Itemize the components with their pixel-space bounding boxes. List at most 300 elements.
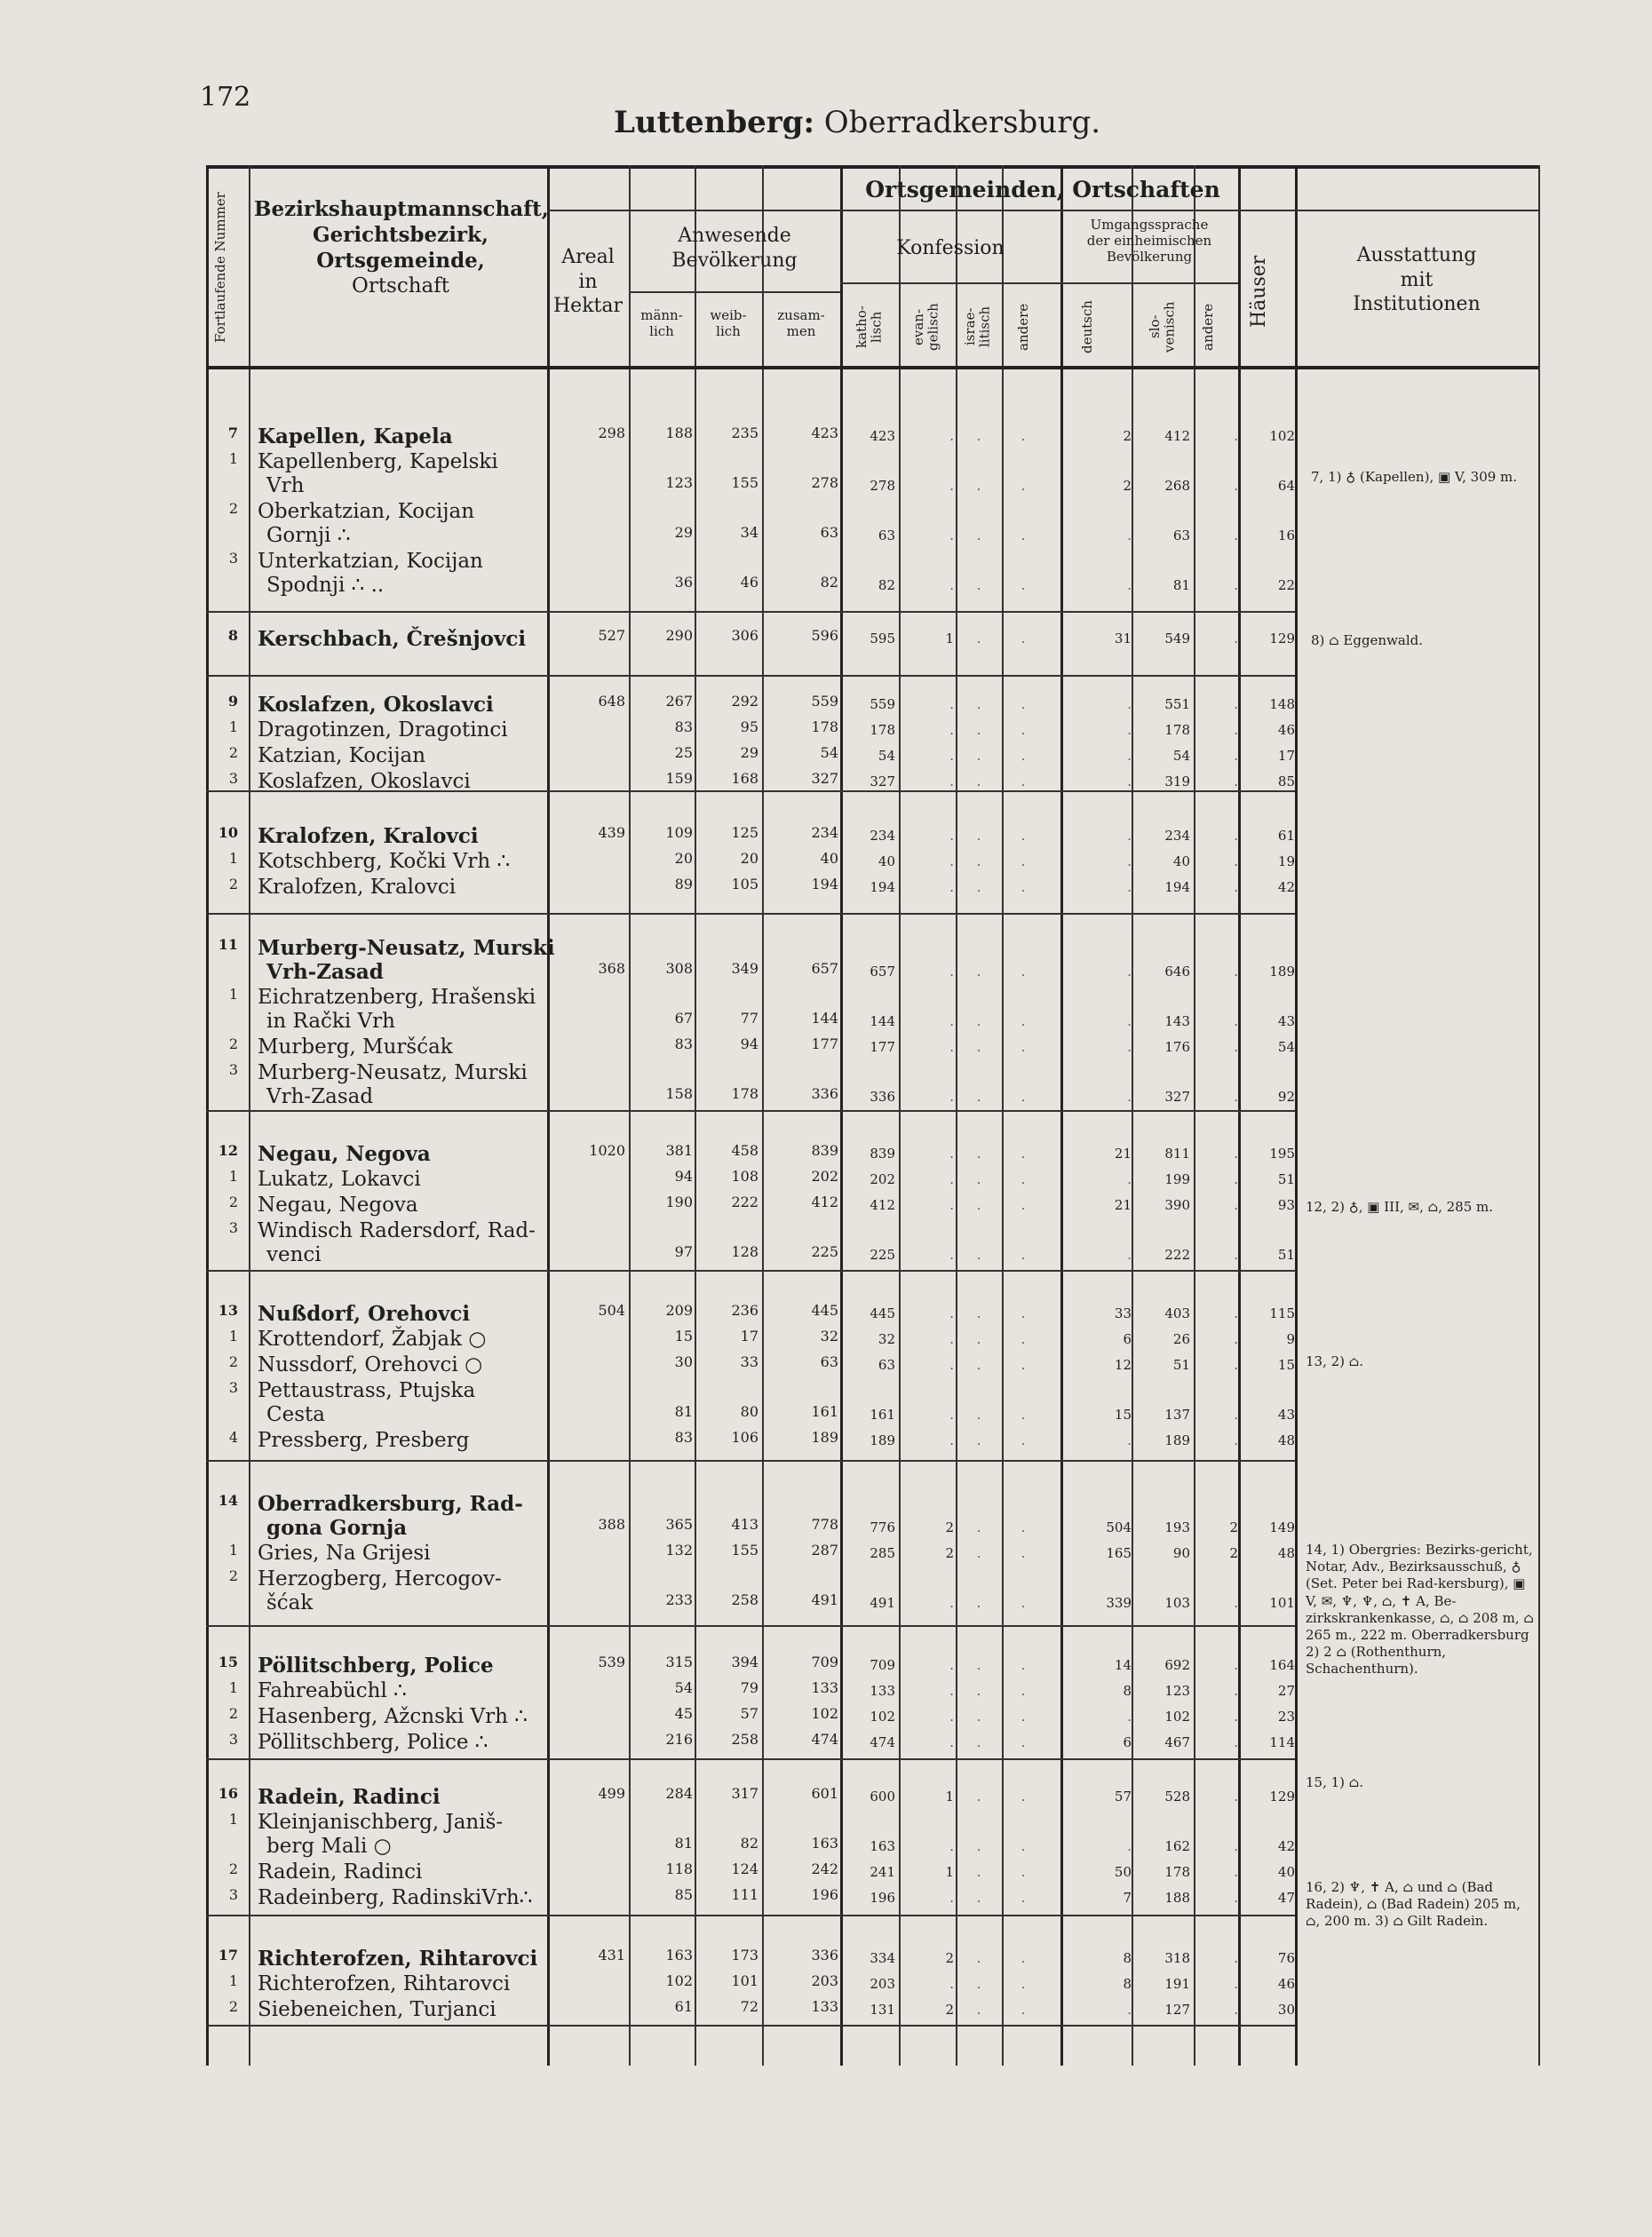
cell-and2: . — [1234, 577, 1238, 593]
cell-w: 33 — [740, 1353, 758, 1370]
cell-z: 194 — [811, 876, 838, 892]
cell-eva: . — [949, 1432, 954, 1448]
cell-deu: . — [1127, 2002, 1132, 2018]
cell-slo: 811 — [1164, 1146, 1190, 1162]
header-ausstattung-3: Institutionen — [1353, 293, 1481, 315]
cell-m: 158 — [665, 1085, 693, 1102]
cell-eva: . — [949, 1890, 954, 1906]
cell-z: 474 — [811, 1731, 838, 1748]
rule — [1238, 165, 1241, 2066]
group-separator — [206, 611, 1295, 613]
cell-z: 327 — [811, 770, 838, 787]
cell-isr: . — [976, 1595, 981, 1611]
cell-eva: . — [949, 1595, 954, 1611]
cell-and1: . — [1021, 1657, 1026, 1673]
cell-w: 222 — [731, 1194, 758, 1210]
row-number: 1 — [228, 1328, 238, 1345]
cell-deu: 165 — [1106, 1545, 1132, 1561]
cell-w: 124 — [731, 1860, 758, 1877]
header-katholisch: katho-lisch — [854, 305, 885, 348]
cell-w: 94 — [740, 1035, 758, 1052]
cell-z: 491 — [811, 1591, 838, 1608]
place-name: Vrh-Zasad — [266, 960, 384, 984]
cell-and2: . — [1234, 1013, 1238, 1029]
cell-m: 36 — [674, 574, 693, 591]
cell-and1: . — [1021, 696, 1026, 712]
cell-slo: 319 — [1164, 773, 1190, 789]
cell-isr: . — [976, 1331, 981, 1347]
cell-and1: . — [1021, 1331, 1026, 1347]
cell-and1: . — [1021, 1976, 1026, 1992]
cell-areal: 527 — [598, 627, 625, 644]
cell-w: 108 — [731, 1168, 758, 1185]
cell-and1: . — [1021, 2002, 1026, 2018]
cell-slo: 54 — [1172, 748, 1190, 764]
cell-slo: 143 — [1164, 1013, 1190, 1029]
cell-slo: 551 — [1164, 696, 1190, 712]
cell-kat: 776 — [870, 1519, 895, 1535]
cell-w: 105 — [731, 876, 758, 892]
header-bezirk-line4: Ortschaft — [351, 274, 450, 298]
cell-w: 413 — [731, 1516, 758, 1533]
row-number: 2 — [228, 1567, 238, 1584]
row-number: 17 — [218, 1947, 238, 1963]
cell-eva: . — [949, 1734, 954, 1750]
cell-and2: . — [1234, 1950, 1238, 1966]
place-name: Vrh-Zasad — [266, 1085, 374, 1108]
cell-eva: . — [949, 964, 954, 980]
place-name: berg Mali ○ — [266, 1835, 392, 1858]
header-areal — [547, 245, 629, 319]
cell-areal: 1020 — [589, 1142, 625, 1159]
row-number: 13 — [218, 1302, 238, 1319]
cell-and2: . — [1234, 1683, 1238, 1699]
cell-and1: . — [1021, 528, 1026, 543]
cell-deu: 504 — [1106, 1519, 1132, 1535]
cell-and2: . — [1234, 528, 1238, 543]
row-number: 2 — [228, 1194, 238, 1210]
cell-and1: . — [1021, 1039, 1026, 1055]
row-number: 2 — [228, 1860, 238, 1877]
cell-w: 155 — [731, 474, 758, 491]
cell-eva: 1 — [945, 631, 954, 647]
cell-and2: . — [1234, 1709, 1238, 1725]
cell-slo: 327 — [1164, 1089, 1190, 1105]
cell-isr: . — [976, 1357, 981, 1373]
cell-deu: . — [1127, 879, 1132, 895]
cell-deu: 14 — [1114, 1657, 1132, 1673]
place-name: Gries, Na Grijesi — [258, 1542, 431, 1565]
row-number: 8 — [227, 627, 238, 644]
cell-isr: . — [976, 853, 981, 869]
row-number: 2 — [228, 1035, 238, 1052]
cell-deu: 339 — [1106, 1595, 1132, 1611]
place-name: Radein, Radinci — [258, 1785, 441, 1809]
cell-isr: . — [976, 1146, 981, 1162]
cell-and2: . — [1234, 879, 1238, 895]
cell-m: 29 — [674, 524, 693, 541]
place-name: Radeinberg, RadinskiVrh∴ — [258, 1886, 533, 1909]
cell-z: 196 — [811, 1886, 838, 1903]
cell-and2: . — [1234, 631, 1238, 647]
rule — [1538, 165, 1540, 2066]
cell-m: 81 — [674, 1835, 693, 1852]
cell-eva: . — [949, 1146, 954, 1162]
cell-deu: 8 — [1123, 1976, 1132, 1992]
rule — [1060, 165, 1063, 2066]
row-number: 3 — [228, 1219, 238, 1236]
cell-eva: 2 — [945, 2002, 954, 2018]
rule — [547, 210, 1538, 211]
cell-z: 709 — [811, 1654, 838, 1670]
row-number: 1 — [228, 718, 238, 735]
cell-deu: . — [1127, 1709, 1132, 1725]
cell-kat: 54 — [878, 748, 895, 764]
cell-w: 29 — [740, 744, 758, 761]
cell-eva: . — [949, 1089, 954, 1105]
place-name: Oberkatzian, Kocijan — [258, 500, 475, 523]
cell-hau: 115 — [1269, 1305, 1295, 1321]
cell-hau: 93 — [1277, 1197, 1295, 1213]
cell-hau: 9 — [1286, 1331, 1295, 1347]
cell-hau: 51 — [1277, 1171, 1295, 1187]
cell-slo: 692 — [1164, 1657, 1190, 1673]
cell-hau: 42 — [1277, 879, 1295, 895]
cell-w: 458 — [731, 1142, 758, 1159]
cell-isr: . — [976, 1089, 981, 1105]
cell-eva: . — [949, 1657, 954, 1673]
cell-hau: 46 — [1277, 1976, 1295, 1992]
cell-deu: . — [1127, 853, 1132, 869]
cell-isr: . — [976, 1657, 981, 1673]
cell-and2: . — [1234, 1171, 1238, 1187]
cell-m: 30 — [674, 1353, 693, 1370]
cell-kat: 709 — [870, 1657, 895, 1673]
cell-eva: . — [949, 696, 954, 712]
cell-areal: 298 — [598, 424, 625, 441]
header-umgangssprache — [1060, 217, 1238, 265]
rule — [1132, 165, 1133, 2066]
header-anwesende-1: Anwesende — [678, 225, 791, 247]
cell-and1: . — [1021, 1890, 1026, 1906]
cell-and2: . — [1234, 1864, 1238, 1880]
cell-deu: . — [1127, 696, 1132, 712]
cell-hau: 149 — [1269, 1519, 1295, 1535]
header-haeuser: Häuser — [1248, 255, 1270, 328]
cell-z: 82 — [820, 574, 838, 591]
institution-note: 13, 2) ⌂. — [1306, 1353, 1364, 1369]
header-ausstattung-1: Ausstattung — [1356, 244, 1477, 266]
cell-hau: 148 — [1269, 696, 1295, 712]
cell-kat: 234 — [870, 828, 895, 844]
place-name: Pöllitschberg, Police ∴ — [258, 1731, 488, 1754]
cell-isr: . — [976, 1039, 981, 1055]
cell-deu: 6 — [1123, 1734, 1132, 1750]
group-separator — [206, 2025, 1295, 2027]
rule — [206, 366, 1538, 369]
cell-w: 101 — [731, 1972, 758, 1989]
cell-and2: . — [1234, 853, 1238, 869]
place-name: šćak — [266, 1591, 314, 1614]
place-name: Kapellenberg, Kapelski — [258, 450, 498, 473]
cell-and1: . — [1021, 1709, 1026, 1725]
cell-m: 267 — [665, 693, 693, 710]
institution-note: 14, 1) Obergries: Bezirks-gericht, Notar, Adv., Bezirksausschuß, ♁ (Set. Peter bei Rad-kersburg), ▣ V, ✉, ♆, ♆, ⌂, ✝ A, Be-zirkskrankenkasse, ⌂, ⌂ 208 m, ⌂ 265 m., 222 m. Oberradkersburg 2) 2 ⌂ (Rothenthurn, Schachenthurn). — [1306, 1542, 1534, 1678]
cell-slo: 191 — [1164, 1976, 1190, 1992]
cell-z: 445 — [811, 1302, 838, 1319]
cell-kat: 241 — [870, 1864, 895, 1880]
row-number: 15 — [218, 1654, 238, 1670]
cell-eva: . — [949, 528, 954, 543]
cell-and1: . — [1021, 1357, 1026, 1373]
cell-w: 349 — [731, 960, 758, 977]
cell-and1: . — [1021, 1595, 1026, 1611]
cell-eva: 2 — [945, 1950, 954, 1966]
cell-kat: 839 — [870, 1146, 895, 1162]
cell-eva: . — [949, 1407, 954, 1423]
header-slovenisch: slo-venisch — [1147, 301, 1178, 353]
cell-hau: 76 — [1277, 1950, 1295, 1966]
cell-isr: . — [976, 879, 981, 895]
cell-and2: . — [1234, 478, 1238, 494]
cell-and2: . — [1234, 2002, 1238, 2018]
cell-deu: . — [1127, 828, 1132, 844]
header-bezirk-line1: Bezirkshauptmannschaft, — [254, 197, 549, 221]
cell-and2: . — [1234, 1197, 1238, 1213]
cell-w: 82 — [740, 1835, 758, 1852]
place-name: Unterkatzian, Kocijan — [258, 550, 483, 573]
cell-deu: . — [1127, 773, 1132, 789]
cell-z: 336 — [811, 1085, 838, 1102]
cell-hau: 17 — [1277, 748, 1295, 764]
cell-z: 778 — [811, 1516, 838, 1533]
cell-and1: . — [1021, 1838, 1026, 1854]
cell-m: 290 — [665, 627, 693, 644]
cell-hau: 15 — [1277, 1357, 1295, 1373]
cell-w: 77 — [740, 1010, 758, 1027]
cell-z: 559 — [811, 693, 838, 710]
cell-z: 178 — [811, 718, 838, 735]
cell-z: 203 — [811, 1972, 838, 1989]
cell-and1: . — [1021, 428, 1026, 444]
cell-w: 155 — [731, 1542, 758, 1559]
cell-hau: 51 — [1277, 1247, 1295, 1263]
row-number: 2 — [228, 1353, 238, 1370]
row-number: 3 — [228, 1731, 238, 1748]
cell-kat: 63 — [878, 528, 895, 543]
header-ausstattung-2: mit — [1400, 268, 1434, 291]
cell-kat: 445 — [870, 1305, 895, 1321]
cell-w: 258 — [731, 1591, 758, 1608]
cell-slo: 193 — [1164, 1519, 1190, 1535]
cell-and2: . — [1234, 964, 1238, 980]
cell-kat: 225 — [870, 1247, 895, 1263]
cell-m: 45 — [674, 1705, 693, 1722]
row-number: 4 — [228, 1429, 238, 1446]
cell-kat: 412 — [870, 1197, 895, 1213]
page-title-place: Oberradkersburg. — [814, 105, 1101, 140]
rule — [840, 282, 1238, 284]
row-number: 9 — [227, 693, 238, 710]
cell-m: 284 — [665, 1785, 693, 1802]
cell-eva: 1 — [945, 1789, 954, 1805]
cell-and2: 2 — [1229, 1519, 1238, 1535]
cell-and1: . — [1021, 1089, 1026, 1105]
cell-isr: . — [976, 1197, 981, 1213]
cell-w: 128 — [731, 1243, 758, 1260]
cell-slo: 51 — [1172, 1357, 1190, 1373]
rule — [629, 165, 631, 2066]
cell-and2: . — [1234, 1890, 1238, 1906]
cell-slo: 199 — [1164, 1171, 1190, 1187]
cell-hau: 16 — [1277, 528, 1295, 543]
cell-kat: 194 — [870, 879, 895, 895]
cell-hau: 30 — [1277, 2002, 1295, 2018]
cell-hau: 101 — [1269, 1595, 1295, 1611]
header-zusammen-1: zusam- — [777, 307, 825, 323]
institution-note: 8) ⌂ Eggenwald. — [1311, 632, 1424, 648]
cell-hau: 23 — [1277, 1709, 1295, 1725]
cell-and2: . — [1234, 1838, 1238, 1854]
row-number: 2 — [228, 744, 238, 761]
cell-slo: 403 — [1164, 1305, 1190, 1321]
cell-eva: . — [949, 722, 954, 738]
cell-deu: 12 — [1114, 1357, 1132, 1373]
cell-deu: 33 — [1114, 1305, 1132, 1321]
group-separator — [206, 1915, 1295, 1916]
cell-eva: . — [949, 1247, 954, 1263]
row-number: 2 — [228, 1705, 238, 1722]
place-name: Kapellen, Kapela — [258, 424, 453, 448]
cell-isr: . — [976, 1013, 981, 1029]
cell-eva: . — [949, 1976, 954, 1992]
cell-slo: 102 — [1164, 1709, 1190, 1725]
cell-m: 83 — [674, 1035, 693, 1052]
cell-kat: 327 — [870, 773, 895, 789]
cell-isr: . — [976, 1838, 981, 1854]
cell-slo: 123 — [1164, 1683, 1190, 1699]
cell-z: 163 — [811, 1835, 838, 1852]
rule — [840, 165, 843, 2066]
cell-z: 63 — [820, 1353, 838, 1370]
cell-and2: . — [1234, 1247, 1238, 1263]
cell-kat: 336 — [870, 1089, 895, 1105]
cell-slo: 63 — [1172, 528, 1190, 543]
cell-eva: . — [949, 1709, 954, 1725]
row-number: 3 — [228, 1061, 238, 1078]
cell-areal: 368 — [598, 960, 625, 977]
institution-note: 15, 1) ⌂. — [1306, 1774, 1364, 1790]
cell-deu: . — [1127, 577, 1132, 593]
cell-w: 178 — [731, 1085, 758, 1102]
cell-deu: . — [1127, 1039, 1132, 1055]
cell-z: 177 — [811, 1035, 838, 1052]
row-number: 7 — [227, 424, 238, 441]
cell-eva: . — [949, 748, 954, 764]
cell-eva: . — [949, 1683, 954, 1699]
cell-deu: 15 — [1114, 1407, 1132, 1423]
cell-and2: . — [1234, 1432, 1238, 1448]
cell-hau: 64 — [1277, 478, 1295, 494]
header-weiblich — [695, 307, 762, 339]
cell-z: 133 — [811, 1679, 838, 1696]
row-number: 14 — [218, 1492, 238, 1509]
header-israelitisch: israe-litisch — [962, 305, 993, 348]
cell-w: 173 — [731, 1947, 758, 1963]
cell-hau: 42 — [1277, 1838, 1295, 1854]
cell-and1: . — [1021, 478, 1026, 494]
place-name: Negau, Negova — [258, 1194, 418, 1217]
cell-m: 365 — [665, 1516, 693, 1533]
cell-hau: 22 — [1277, 577, 1295, 593]
place-name: Gornji ∴ — [266, 524, 351, 547]
place-name: Katzian, Kocijan — [258, 744, 426, 767]
cell-and2: . — [1234, 1089, 1238, 1105]
cell-deu: 31 — [1114, 631, 1132, 647]
cell-z: 54 — [820, 744, 838, 761]
cell-isr: . — [976, 428, 981, 444]
group-separator — [206, 1460, 1295, 1462]
place-name: venci — [266, 1243, 322, 1266]
cell-m: 118 — [665, 1860, 693, 1877]
cell-kat: 600 — [870, 1789, 895, 1805]
row-number: 16 — [218, 1785, 238, 1802]
cell-w: 34 — [740, 524, 758, 541]
place-name: Dragotinzen, Dragotinci — [258, 718, 508, 742]
cell-and1: . — [1021, 879, 1026, 895]
cell-slo: 268 — [1164, 478, 1190, 494]
place-name: Radein, Radinci — [258, 1860, 423, 1884]
cell-isr: . — [976, 631, 981, 647]
cell-z: 225 — [811, 1243, 838, 1260]
cell-slo: 26 — [1172, 1331, 1190, 1347]
row-number: 2 — [228, 876, 238, 892]
cell-and1: . — [1021, 1013, 1026, 1029]
cell-areal: 648 — [598, 693, 625, 710]
cell-eva: . — [949, 1171, 954, 1187]
cell-hau: 85 — [1277, 773, 1295, 789]
cell-hau: 92 — [1277, 1089, 1295, 1105]
cell-slo: 90 — [1172, 1545, 1190, 1561]
cell-kat: 40 — [878, 853, 895, 869]
cell-and1: . — [1021, 1734, 1026, 1750]
rule — [1295, 165, 1298, 2066]
row-number: 3 — [228, 1886, 238, 1903]
row-number: 1 — [228, 1679, 238, 1696]
place-name: Herzogberg, Hercogov- — [258, 1567, 502, 1590]
cell-kat: 189 — [870, 1432, 895, 1448]
cell-slo: 178 — [1164, 1864, 1190, 1880]
cell-m: 163 — [665, 1947, 693, 1963]
cell-eva: . — [949, 853, 954, 869]
cell-slo: 127 — [1164, 2002, 1190, 2018]
page-title — [0, 105, 1652, 140]
rule — [762, 165, 764, 2066]
group-separator — [206, 913, 1295, 915]
cell-kat: 196 — [870, 1890, 895, 1906]
cell-eva: . — [949, 1331, 954, 1347]
place-name: Hasenberg, Ažcnski Vrh ∴ — [258, 1705, 528, 1728]
cell-deu: . — [1127, 748, 1132, 764]
cell-isr: . — [976, 696, 981, 712]
cell-and2: . — [1234, 1976, 1238, 1992]
cell-slo: 178 — [1164, 722, 1190, 738]
cell-z: 133 — [811, 1998, 838, 2015]
cell-and1: . — [1021, 1146, 1026, 1162]
cell-w: 72 — [740, 1998, 758, 2015]
cell-m: 94 — [674, 1168, 693, 1185]
cell-w: 95 — [740, 718, 758, 735]
